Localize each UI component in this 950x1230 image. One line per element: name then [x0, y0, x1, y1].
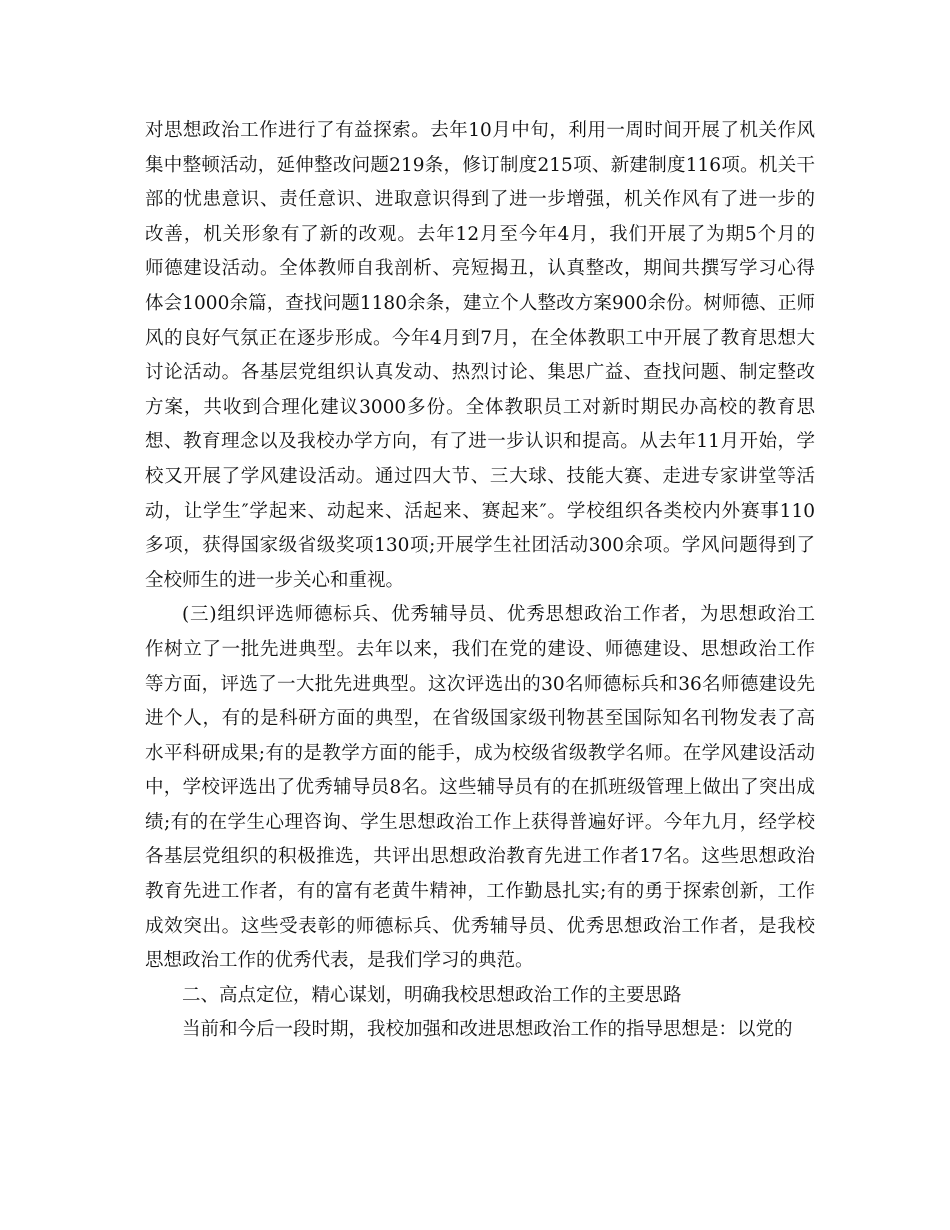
text-line: 校又开展了学风建设活动。通过四大节、三大球、技能大赛、走进专家讲堂等活	[145, 465, 815, 487]
text-line: 等方面，评选了一大批先进典型。这次评选出的30名师德标兵和36名师德建设先	[145, 673, 815, 695]
text-line: 思想政治工作的优秀代表，是我们学习的典范。	[145, 950, 534, 972]
document-body	[145, 114, 815, 1048]
text-line: 绩;有的在学生心理咨询、学生思想政治工作上获得普遍好评。今年九月，经学校	[145, 811, 815, 833]
paragraph	[145, 114, 815, 598]
text-line: 改善，机关形象有了新的改观。去年12月至今年4月，我们开展了为期5个月的	[145, 223, 815, 245]
text-line: 体会1000余篇，查找问题1180余条，建立个人整改方案900余份。树师德、正师	[145, 292, 815, 314]
text-line: 教育先进工作者，有的富有老黄牛精神，工作勤恳扎实;有的勇于探索创新，工作	[145, 881, 815, 903]
paragraph	[145, 979, 815, 1014]
text-line: 师德建设活动。全体教师自我剖析、亮短揭丑，认真整改，期间共撰写学习心得	[145, 258, 815, 280]
text-line: 全校师生的进一步关心和重视。	[145, 569, 405, 591]
paragraph	[145, 1013, 815, 1048]
text-line: 多项，获得国家级省级奖项130项;开展学生社团活动300余项。学风问题得到了	[145, 535, 815, 557]
text-line: 风的良好气氛正在逐步形成。今年4月到7月，在全体教职工中开展了教育思想大	[145, 327, 815, 349]
text-line: 水平科研成果;有的是教学方面的能手，成为校级省级教学名师。在学风建设活动	[145, 742, 815, 764]
text-line: 集中整顿活动，延伸整改问题219条，修订制度215项、新建制度116项。机关干	[145, 154, 815, 176]
text-line: 中，学校评选出了优秀辅导员8名。这些辅导员有的在抓班级管理上做出了突出成	[145, 777, 815, 799]
text-line: 方案，共收到合理化建议3000多份。全体教职员工对新时期民办高校的教育思	[145, 396, 815, 418]
text-line: 进个人，有的是科研方面的典型，在省级国家级刊物甚至国际知名刊物发表了高	[145, 708, 815, 730]
text-line: 当前和今后一段时期，我校加强和改进思想政治工作的指导思想是：以党的	[182, 1019, 793, 1041]
text-line: 作树立了一批先进典型。去年以来，我们在党的建设、师德建设、思想政治工作	[145, 638, 815, 660]
paragraph	[145, 598, 815, 979]
text-line: 动，让学生″学起来、动起来、活起来、赛起来″。学校组织各类校内外赛事110	[145, 500, 815, 522]
text-line: 二、高点定位，精心谋划，明确我校思想政治工作的主要思路	[182, 984, 682, 1006]
text-line: 讨论活动。各基层党组织认真发动、热烈讨论、集思广益、查找问题、制定整改	[145, 362, 815, 384]
text-line: (三)组织评选师德标兵、优秀辅导员、优秀思想政治工作者，为思想政治工	[182, 604, 815, 626]
text-line: 各基层党组织的积极推选，共评出思想政治教育先进工作者17名。这些思想政治	[145, 846, 815, 868]
text-line: 部的忧患意识、责任意识、进取意识得到了进一步增强，机关作风有了进一步的	[145, 189, 815, 211]
text-line: 成效突出。这些受表彰的师德标兵、优秀辅导员、优秀思想政治工作者，是我校	[145, 915, 815, 937]
text-line: 想、教育理念以及我校办学方向，有了进一步认识和提高。从去年11月开始，学	[145, 431, 815, 453]
text-line: 对思想政治工作进行了有益探索。去年10月中旬，利用一周时间开展了机关作风	[145, 120, 815, 141]
